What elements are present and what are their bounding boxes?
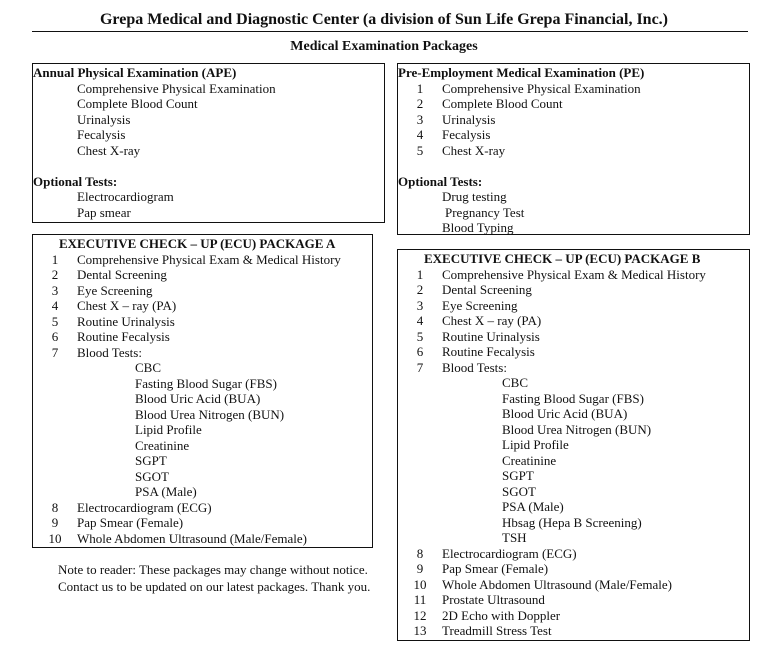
item-number: 4 bbox=[51, 298, 59, 313]
item-label: Treadmill Stress Test bbox=[442, 623, 552, 638]
ape-optional-label: Optional Tests: bbox=[33, 173, 118, 189]
item-label: Chest X – ray (PA) bbox=[77, 298, 177, 313]
ecu-a-blood-test: SGOT bbox=[135, 468, 169, 484]
ecu-b-blood-test: CBC bbox=[502, 375, 529, 390]
ecu-b-blood-test: PSA (Male) bbox=[502, 499, 564, 514]
item-label: Chest X-ray bbox=[442, 142, 506, 158]
ape-item: Complete Blood Count bbox=[77, 96, 198, 111]
item-number: 5 bbox=[416, 142, 424, 158]
ecu-b-item bbox=[398, 267, 749, 283]
ecu-b-blood-test: TSH bbox=[502, 530, 527, 545]
item-label: Dental Screening bbox=[442, 282, 532, 297]
ecu-a-item bbox=[33, 329, 372, 345]
pe-spacer bbox=[398, 158, 749, 174]
item-label: Blood Tests: bbox=[77, 344, 142, 360]
ecu-a-box bbox=[32, 234, 373, 548]
ecu-b-blood-test: Lipid Profile bbox=[502, 437, 569, 452]
ecu-a-blood-test: CBC bbox=[135, 360, 162, 375]
ecu-a-blood-test: Creatinine bbox=[135, 437, 190, 453]
item-number: 10 bbox=[48, 530, 62, 546]
ape-spacer bbox=[33, 158, 384, 174]
ape-item: Fecalysis bbox=[77, 127, 126, 142]
item-number: 2 bbox=[51, 267, 59, 282]
item-label: Comprehensive Physical Examination bbox=[442, 80, 641, 96]
ecu-b-item bbox=[398, 592, 749, 608]
item-number: 6 bbox=[416, 344, 424, 359]
ecu-a-blood-test: Blood Uric Acid (BUA) bbox=[135, 391, 261, 406]
ecu-a-blood-test: Blood Urea Nitrogen (BUN) bbox=[135, 406, 285, 422]
item-number: 2 bbox=[416, 96, 424, 111]
ape-item: Comprehensive Physical Examination bbox=[77, 80, 276, 96]
ape-optional-item: Electrocardiogram bbox=[77, 189, 174, 204]
ecu-b-item bbox=[398, 360, 749, 376]
ecu-b-item bbox=[398, 577, 749, 593]
pe-item bbox=[398, 81, 749, 97]
item-number: 13 bbox=[413, 623, 427, 638]
ecu-b-item bbox=[398, 623, 749, 639]
ecu-a-item bbox=[33, 531, 372, 547]
ecu-a-item bbox=[33, 515, 372, 531]
page-subtitle: Medical Examination Packages bbox=[290, 39, 478, 54]
item-label: Whole Abdomen Ultrasound (Male/Female) bbox=[442, 576, 672, 592]
ecu-b-blood-test: Blood Urea Nitrogen (BUN) bbox=[502, 421, 652, 437]
ecu-a-item bbox=[33, 345, 372, 361]
ecu-b-blood-test: Creatinine bbox=[502, 452, 557, 468]
ecu-a-title: EXECUTIVE CHECK – UP (ECU) PACKAGE A bbox=[59, 236, 336, 251]
item-label: Complete Blood Count bbox=[442, 96, 563, 111]
item-number: 1 bbox=[416, 266, 424, 282]
item-label: Chest X – ray (PA) bbox=[442, 313, 542, 328]
pe-item bbox=[398, 143, 749, 159]
item-label: Comprehensive Physical Exam & Medical History bbox=[77, 251, 341, 267]
item-label: Routine Urinalysis bbox=[77, 313, 175, 329]
item-label: Whole Abdomen Ultrasound (Male/Female) bbox=[77, 530, 307, 546]
item-number: 2 bbox=[416, 282, 424, 297]
ecu-b-blood-test: SGOT bbox=[502, 483, 536, 499]
ecu-a-blood-test: SGPT bbox=[135, 453, 167, 468]
item-number: 3 bbox=[416, 111, 424, 127]
item-label: Pap Smear (Female) bbox=[77, 515, 184, 530]
item-label: Routine Urinalysis bbox=[442, 328, 540, 344]
item-label: Urinalysis bbox=[442, 111, 496, 127]
ecu-b-item bbox=[398, 313, 749, 329]
pe-title: Pre-Employment Medical Examination (PE) bbox=[398, 65, 645, 80]
item-number: 3 bbox=[416, 297, 424, 313]
pe-optional-label: Optional Tests: bbox=[398, 173, 483, 189]
ecu-a-item bbox=[33, 267, 372, 283]
item-number: 4 bbox=[416, 313, 424, 328]
ecu-a-blood-test: Lipid Profile bbox=[135, 422, 202, 437]
item-number: 3 bbox=[51, 282, 59, 298]
ecu-b-item bbox=[398, 282, 749, 298]
item-number: 11 bbox=[413, 592, 427, 607]
pe-optional-item: Drug testing bbox=[442, 189, 507, 204]
ecu-b-title: EXECUTIVE CHECK – UP (ECU) PACKAGE B bbox=[424, 251, 701, 266]
item-number: 8 bbox=[416, 545, 424, 561]
pe-item bbox=[398, 112, 749, 128]
ecu-a-item bbox=[33, 283, 372, 299]
item-number: 7 bbox=[416, 359, 424, 375]
item-number: 1 bbox=[51, 251, 59, 267]
item-number: 10 bbox=[413, 576, 427, 592]
item-label: Comprehensive Physical Exam & Medical History bbox=[442, 266, 706, 282]
item-label: 2D Echo with Doppler bbox=[442, 607, 561, 623]
item-number: 8 bbox=[51, 499, 59, 515]
item-label: Blood Tests: bbox=[442, 359, 507, 375]
ape-optional-item: Pap smear bbox=[77, 204, 131, 220]
ape-item: Chest X-ray bbox=[77, 142, 141, 158]
item-label: Fecalysis bbox=[442, 127, 491, 142]
item-label: Routine Fecalysis bbox=[442, 344, 535, 359]
ape-box bbox=[32, 63, 385, 223]
item-number: 4 bbox=[416, 127, 424, 142]
item-number: 1 bbox=[416, 80, 424, 96]
header-divider bbox=[32, 31, 748, 32]
ecu-b-item bbox=[398, 298, 749, 314]
ape-item: Urinalysis bbox=[77, 111, 131, 127]
ecu-a-blood-test: PSA (Male) bbox=[135, 484, 197, 499]
ecu-b-item bbox=[398, 329, 749, 345]
ecu-b-blood-test: Fasting Blood Sugar (FBS) bbox=[502, 390, 644, 406]
item-label: Prostate Ultrasound bbox=[442, 592, 545, 607]
pe-optional-item: Blood Typing bbox=[442, 220, 514, 235]
ecu-b-item bbox=[398, 561, 749, 577]
item-number: 5 bbox=[51, 313, 59, 329]
item-number: 9 bbox=[416, 561, 424, 576]
ecu-a-blood-test: Fasting Blood Sugar (FBS) bbox=[135, 375, 277, 391]
item-number: 5 bbox=[416, 328, 424, 344]
pe-item bbox=[398, 127, 749, 143]
ape-title: Annual Physical Examination (APE) bbox=[33, 65, 237, 80]
ecu-a-item bbox=[33, 314, 372, 330]
ecu-b-blood-test: Blood Uric Acid (BUA) bbox=[502, 406, 628, 421]
ecu-a-item bbox=[33, 500, 372, 516]
ecu-b-box bbox=[397, 249, 750, 641]
note-to-reader: Note to reader: These packages may change without notice. Contact us to be updated on our latest packages. Thank you. bbox=[58, 562, 371, 594]
item-label: Eye Screening bbox=[77, 282, 153, 298]
item-number: 6 bbox=[51, 329, 59, 344]
item-label: Electrocardiogram (ECG) bbox=[442, 545, 577, 561]
item-label: Pap Smear (Female) bbox=[442, 561, 549, 576]
item-label: Eye Screening bbox=[442, 297, 518, 313]
item-number: 9 bbox=[51, 515, 59, 530]
ecu-a-item bbox=[33, 252, 372, 268]
ecu-a-item bbox=[33, 298, 372, 314]
ecu-b-blood-test: SGPT bbox=[502, 468, 534, 483]
item-number: 7 bbox=[51, 344, 59, 360]
item-label: Routine Fecalysis bbox=[77, 329, 170, 344]
ecu-b-blood-test: Hbsag (Hepa B Screening) bbox=[502, 514, 642, 530]
item-label: Electrocardiogram (ECG) bbox=[77, 499, 212, 515]
pe-item bbox=[398, 96, 749, 112]
item-number: 12 bbox=[413, 607, 427, 623]
page-header: Grepa Medical and Diagnostic Center (a division of Sun Life Grepa Financial, Inc.) bbox=[99, 11, 669, 28]
ecu-b-item bbox=[398, 344, 749, 360]
pe-optional-item: Pregnancy Test bbox=[445, 204, 525, 220]
ecu-b-item bbox=[398, 608, 749, 624]
ape-item-list bbox=[33, 81, 384, 159]
ecu-b-item bbox=[398, 546, 749, 562]
pe-box bbox=[397, 63, 750, 235]
item-label: Dental Screening bbox=[77, 267, 167, 282]
